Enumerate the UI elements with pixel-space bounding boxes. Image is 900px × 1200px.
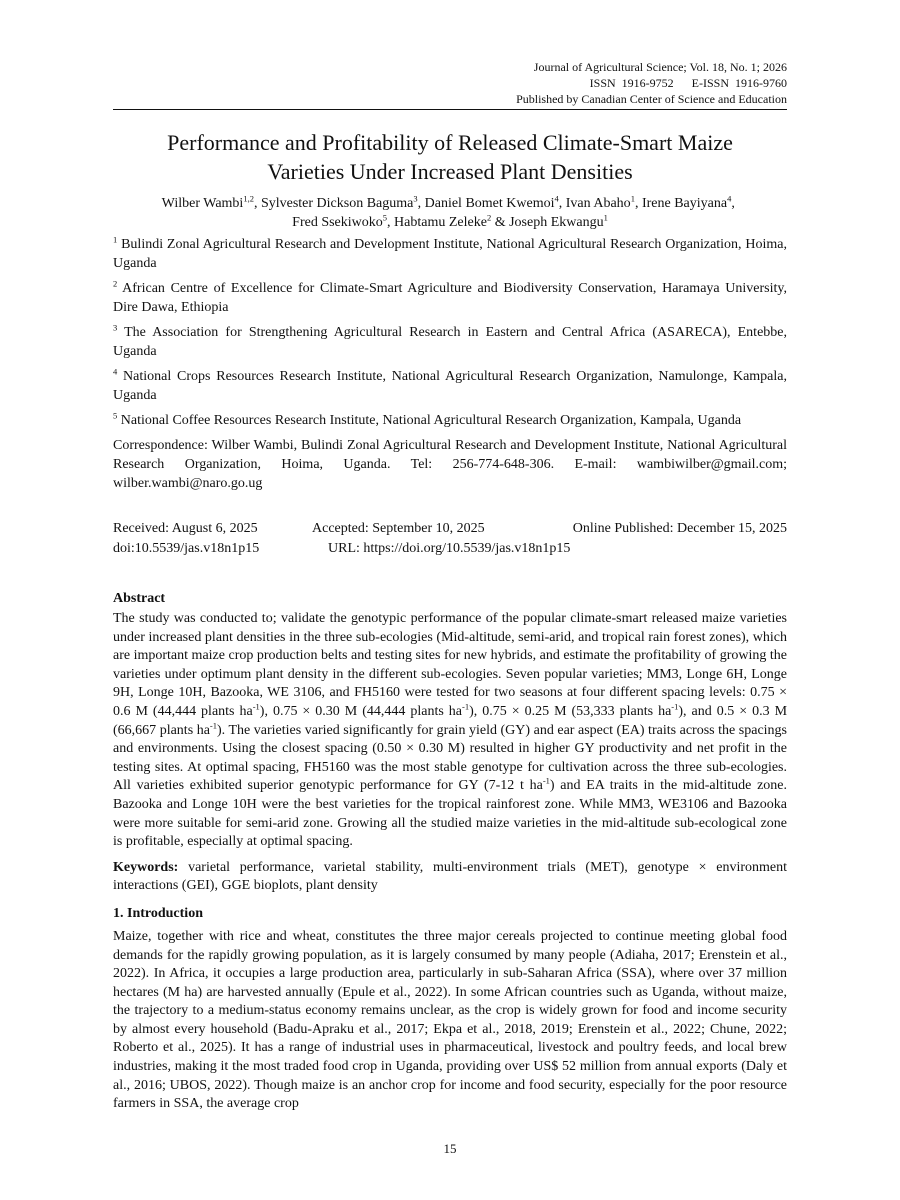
paper-title [113,128,787,186]
publication-dates [113,519,787,559]
introduction-heading: 1. Introduction [113,905,203,921]
author: Wilber Wambi$^{1,2}$, [161,193,261,211]
publisher-line: Published by Canadian Center of Science and Education [113,91,787,110]
author: Joseph Ekwangu$^1$ [509,212,608,230]
affiliation: $^4$ National Crops Resources Research Institute, National Agricultural Research Organization, Namulonge, Kampala, Uganda [113,366,788,403]
author-list [113,194,787,232]
doi-url[interactable]: URL: https://doi.org/10.5539/jas.v18n1p15 [328,541,571,556]
affiliation: $^2$ African Centre of Excellence for Climate-Smart Agriculture and Biodiversity Conservation, Haramaya University, Dire Dawa, Ethiopia [113,278,787,315]
title-line-1: Performance and Profitability of Released Climate-Smart Maize [167,130,733,155]
author: Ivan Abaho$^1$, [565,193,642,211]
page-number: 15 [443,1141,457,1156]
author: Daniel Bomet Kwemoi$^4$, [424,193,566,211]
received-date: Received: August 6, 2025 [113,521,258,536]
keywords-label: Keywords: [113,859,179,875]
paper-page [113,0,787,1114]
journal-header [113,0,787,110]
affiliation: $^3$ The Association for Strengthening Agricultural Research in Eastern and Central Africa (ASARECA), Entebbe, Uganda [113,322,788,359]
accepted-date: Accepted: September 10, 2025 [312,521,485,536]
abstract-text: The study was conducted to; validate the genotypic performance of the popular climate-smart released maize varieties under increased plant densities in the three sub-ecologies (Mid-altitude, semi-arid, and tropical rain forest zones), which are important maize crop production belts and testing sites for new hybrids, and estimate the profitability of growing the varieties under optimum plant density in the different sub-ecologies. Seven popular varieties; MM3, Longe 6H, Longe 9H, Longe 10H, Bazooka, WE 3106, and FH5160 were tested for two seasons at four different spacing levels: 0.75 × 0.6 M (44,444 plants $ha^{-1}$), 0.75 × 0.30 M (44,444 plants $ha^{-1}$), 0.75 × 0.25 M (53,333 plants $ha^{-1}$), and 0.5 × 0.3 M (66,667 plants $ha^{-1}$). The varieties varied significantly for grain yield (GY) and ear aspect (EA) traits across the spacings and environments. Using the closest spacing (0.50 × 0.30 M) resulted in higher GY productivity and net profit in the testing sites. At optimal spacing, FH5160 was the most stable genotype for cultivation across the three sub-ecologies. All varieties exhibited superior genotypic performance for GY (7-12 t $ha^{-1}$) and EA traits in the mid-altitude zone. Bazooka and Longe 10H were the best varieties for the tropical rainforest zone. While MM3, WE3106 and Bazooka were more suitable for semi-arid zone. Growing all the studied maize varieties in the mid-altitude sub-ecological zone is profitable, especially at optimal spacing. [113,611,788,850]
published-date: Online Published: December 15, 2025 [572,521,787,536]
journal-citation: Journal of Agricultural Science; Vol. 18, No. 1; 2026 [533,60,787,74]
author: Fred Ssekiwoko$^5$, [292,212,395,230]
keywords-text: varietal performance, varietal stability, multi-environment trials (MET), genotype × environment interactions (GEI), GGE bioplots, plant density [113,859,787,894]
author: Irene Bayiyana$^4$, [641,193,739,211]
issn-line: ISSN 1916-9752 E-ISSN 1916-9760 [589,76,787,90]
title-line-2: Varieties Under Increased Plant Densities [267,159,633,184]
abstract-heading: Abstract [113,591,166,606]
author: Habtamu Zeleke$^2$ & [394,212,510,230]
introduction-text: Maize, together with rice and wheat, constitutes the three major cereals projected to continue meeting global food demands for the rapidly growing population, as it is largely consumed by many people (Adiaha, 2017; Erenstein et al., 2022). In Africa, it occupies a large production area, particularly in sub-Saharan Africa (SSA), where over 37 million hectares (M ha) are harvested annually (Epule et al., 2022). In some African countries such as Uganda, without maize, the trajectory to a medium-status economy remains unclear, as the crop is widely grown for food and income security by almost every household (Badu-Apraku et al., 2017; Ekpa et al., 2018, 2019; Erenstein et al., 2022; Chune, 2022; Roberto et al., 2025). It has a range of industrial uses in pharmaceutical, livestock and poultry feeds, and local brew industries, making it the most traded food crop in Uganda, providing over US$ 52 million from annual exports (Daly et al., 2016; UBOS, 2022). Though maize is an anchor crop for income and food security, especially for the poor resource farmers in SSA, the average crop [113,928,787,1112]
author: Sylvester Dickson Baguma$^3$, [260,193,425,211]
doi: doi:10.5539/jas.v18n1p15 [113,541,260,556]
affiliation: $^5$ National Coffee Resources Research Institute, National Agricultural Research Organization, Kampala, Uganda [113,410,742,428]
correspondence: Correspondence: Wilber Wambi, Bulindi Zonal Agricultural Research and Development Institute, National Agricultural Research Organization, Hoima, Uganda. Tel: 256-774-648-306. E-mail: wambiwilber@gmail.com; wilber.wambi@naro.go.ug [113,438,787,491]
keywords [113,859,787,896]
affiliation: $^1$ Bulindi Zonal Agricultural Research and Development Institute, National Agricultural Research Organization, Hoima, Uganda [113,234,787,271]
